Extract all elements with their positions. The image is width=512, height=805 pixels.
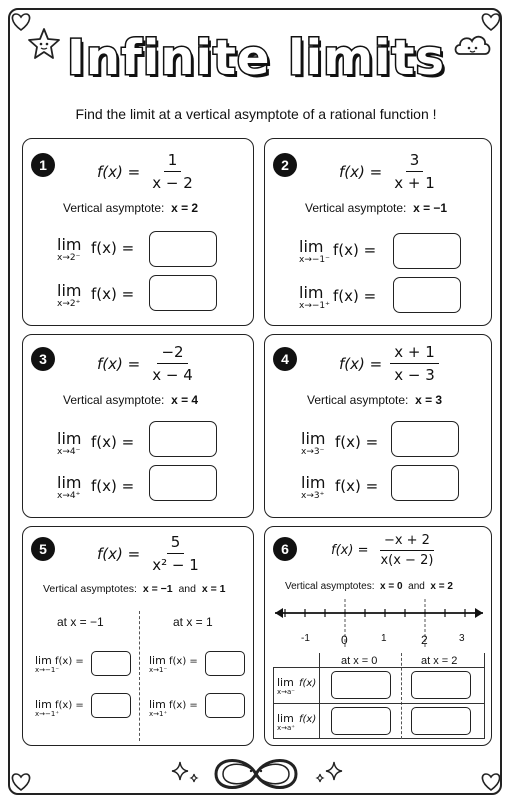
lim-label: lim xyxy=(299,283,324,302)
vertical-asymptote xyxy=(307,393,442,407)
answer-box[interactable] xyxy=(331,707,391,735)
answer-box[interactable] xyxy=(91,693,131,718)
denominator: x² − 1 xyxy=(152,556,199,574)
va-value: x = 3 xyxy=(415,393,443,407)
lim-subscript: x→−1⁺ xyxy=(35,710,60,718)
numerator: −2 xyxy=(157,343,187,364)
function-definition xyxy=(339,343,439,384)
limit-expression xyxy=(35,654,84,674)
fx-equals: f(x) = xyxy=(333,241,377,259)
infinity-face-icon xyxy=(206,750,306,798)
heart-icon xyxy=(8,768,34,794)
vertical-asymptote xyxy=(63,393,198,407)
va-value: x = 0 xyxy=(380,581,403,592)
right-limit xyxy=(301,473,379,501)
answer-box[interactable] xyxy=(205,651,245,676)
table-line xyxy=(484,653,485,739)
lim-subscript: x→1⁻ xyxy=(149,666,168,674)
denominator: x − 2 xyxy=(152,174,193,192)
table-line xyxy=(319,653,320,739)
answer-box[interactable] xyxy=(149,275,217,311)
right-limit xyxy=(299,283,377,311)
va-value: x = −1 xyxy=(413,201,448,215)
numerator: −x + 2 xyxy=(380,533,434,551)
fx-equals: f(x) = xyxy=(169,700,198,711)
lim-label: lim xyxy=(57,235,82,254)
va-label: Vertical asymptotes: xyxy=(43,583,137,595)
fx-label: f(x) xyxy=(97,544,123,563)
numerator: 1 xyxy=(164,151,182,172)
denominator: x(x − 2) xyxy=(380,553,434,568)
fx-equals: f(x) = xyxy=(335,433,379,451)
answer-box[interactable] xyxy=(331,671,391,699)
row-label xyxy=(277,676,317,696)
function-definition xyxy=(97,343,197,384)
vertical-asymptote xyxy=(63,201,198,215)
problem-number: 4 xyxy=(273,347,297,371)
fx-equals: f(x) = xyxy=(91,433,135,451)
problem-number: 2 xyxy=(273,153,297,177)
problem-number: 5 xyxy=(31,537,55,561)
problem-number: 3 xyxy=(31,347,55,371)
lim-subscript: x→3⁺ xyxy=(301,491,325,501)
sparkle-icon xyxy=(168,758,202,786)
equals-sign: = xyxy=(369,354,383,373)
limit-expression xyxy=(149,654,198,674)
fx-label: f(x) xyxy=(331,543,354,558)
equals-sign: = xyxy=(127,162,141,181)
row-label xyxy=(277,712,317,732)
lim-label: lim xyxy=(57,473,82,492)
va-label: Vertical asymptote: xyxy=(307,393,409,407)
right-limit xyxy=(57,473,135,501)
denominator: x − 3 xyxy=(394,366,435,384)
lim-label: lim xyxy=(57,281,82,300)
numerator: 3 xyxy=(406,151,424,172)
va-label: Vertical asymptote: xyxy=(63,201,165,215)
problem-5-card xyxy=(22,526,254,746)
problem-3-card xyxy=(22,334,254,518)
answer-box[interactable] xyxy=(149,231,217,267)
function-definition xyxy=(97,151,197,192)
left-limit xyxy=(57,429,135,457)
cloud-face-icon xyxy=(452,28,492,60)
sparkle-icon xyxy=(312,758,346,786)
problem-number: 1 xyxy=(31,153,55,177)
lim-subscript: x→a⁺ xyxy=(277,724,295,732)
answer-box[interactable] xyxy=(411,707,471,735)
problem-1-card xyxy=(22,138,254,326)
lim-label: lim xyxy=(35,698,52,711)
answer-box[interactable] xyxy=(391,421,459,457)
function-definition xyxy=(331,533,437,568)
column-header: at x = 2 xyxy=(421,655,458,667)
equals-sign: = xyxy=(357,543,369,558)
problem-6-card xyxy=(264,526,492,746)
answer-box[interactable] xyxy=(411,671,471,699)
vertical-asymptotes xyxy=(285,581,453,592)
function-definition xyxy=(339,151,439,192)
fx-equals: f(x) = xyxy=(91,239,135,257)
va-label: Vertical asymptotes: xyxy=(285,581,375,592)
lim-label: lim xyxy=(57,429,82,448)
va-value: x = 2 xyxy=(430,581,453,592)
lim-label: lim xyxy=(277,676,294,689)
lim-label: lim xyxy=(149,654,166,667)
answer-box[interactable] xyxy=(391,465,459,501)
fx-equals: f(x) = xyxy=(335,477,379,495)
fx-equals: f(x) = xyxy=(55,700,84,711)
problem-4-card xyxy=(264,334,492,518)
va-label: Vertical asymptote: xyxy=(63,393,165,407)
problem-2-card xyxy=(264,138,492,326)
answer-box[interactable] xyxy=(393,233,461,269)
fx-label: f(x) xyxy=(339,354,365,373)
lim-label: lim xyxy=(35,654,52,667)
lim-subscript: x→3⁻ xyxy=(301,447,325,457)
lim-subscript: x→1⁺ xyxy=(149,710,168,718)
table-line xyxy=(273,703,485,704)
table-line xyxy=(401,653,402,739)
answer-box[interactable] xyxy=(91,651,131,676)
vertical-asymptotes xyxy=(43,583,225,595)
va-label: Vertical asymptote: xyxy=(305,201,407,215)
equals-sign: = xyxy=(127,354,141,373)
instructions: Find the limit at a vertical asymptote of a rational function ! xyxy=(75,106,437,122)
column-header: at x = 1 xyxy=(173,615,213,629)
function-definition xyxy=(97,533,203,574)
lim-subscript: x→4⁺ xyxy=(57,491,81,501)
lim-subscript: x→−1⁻ xyxy=(299,255,330,265)
tick-label: -1 xyxy=(301,633,310,644)
lim-label: lim xyxy=(301,429,326,448)
fx-label: f(x) xyxy=(299,714,317,725)
fx-equals: f(x) = xyxy=(169,656,198,667)
denominator: x + 1 xyxy=(394,174,435,192)
column-header: at x = 0 xyxy=(341,655,378,667)
lim-subscript: x→2⁻ xyxy=(57,253,81,263)
lim-subscript: x→−1⁻ xyxy=(35,666,60,674)
fx-equals: f(x) = xyxy=(91,477,135,495)
and-label: and xyxy=(408,581,425,592)
left-limit xyxy=(301,429,379,457)
right-limit xyxy=(57,281,135,309)
fx-equals: f(x) = xyxy=(91,285,135,303)
fx-label: f(x) xyxy=(299,678,317,689)
column-divider xyxy=(139,611,140,741)
answer-box[interactable] xyxy=(393,277,461,313)
vertical-asymptote xyxy=(305,201,447,215)
numerator: x + 1 xyxy=(390,343,439,364)
fx-label: f(x) xyxy=(339,162,365,181)
fx-equals: f(x) = xyxy=(333,287,377,305)
star-face-icon xyxy=(26,26,62,62)
and-label: and xyxy=(178,583,196,595)
fx-label: f(x) xyxy=(97,354,123,373)
problem-number: 6 xyxy=(273,537,297,561)
lim-subscript: x→2⁺ xyxy=(57,299,81,309)
left-limit xyxy=(299,237,377,265)
lim-subscript: x→−1⁺ xyxy=(299,301,330,311)
va-value: x = 1 xyxy=(201,583,226,595)
limit-expression xyxy=(35,698,84,718)
tick-label: 0 xyxy=(341,633,348,647)
lim-label: lim xyxy=(149,698,166,711)
va-value: x = 4 xyxy=(171,393,199,407)
lim-label: lim xyxy=(277,712,294,725)
lim-subscript: x→a⁻ xyxy=(277,688,295,696)
lim-label: lim xyxy=(299,237,324,256)
equals-sign: = xyxy=(369,162,383,181)
left-limit xyxy=(57,235,135,263)
tick-label: 1 xyxy=(381,633,387,644)
tick-label: 2 xyxy=(421,633,428,647)
column-header: at x = −1 xyxy=(57,615,104,629)
limit-expression xyxy=(149,698,198,718)
denominator: x − 4 xyxy=(152,366,193,384)
answer-box[interactable] xyxy=(149,465,217,501)
tick-label: 3 xyxy=(459,633,465,644)
fx-equals: f(x) = xyxy=(55,656,84,667)
page-title: Infinite limits xyxy=(66,30,446,86)
answer-box[interactable] xyxy=(205,693,245,718)
lim-label: lim xyxy=(301,473,326,492)
lim-subscript: x→4⁻ xyxy=(57,447,81,457)
va-value: x = −1 xyxy=(142,583,173,595)
va-value: x = 2 xyxy=(171,201,199,215)
equals-sign: = xyxy=(127,544,141,563)
numerator: 5 xyxy=(167,533,185,554)
fx-label: f(x) xyxy=(97,162,123,181)
answer-box[interactable] xyxy=(149,421,217,457)
heart-icon xyxy=(478,768,504,794)
